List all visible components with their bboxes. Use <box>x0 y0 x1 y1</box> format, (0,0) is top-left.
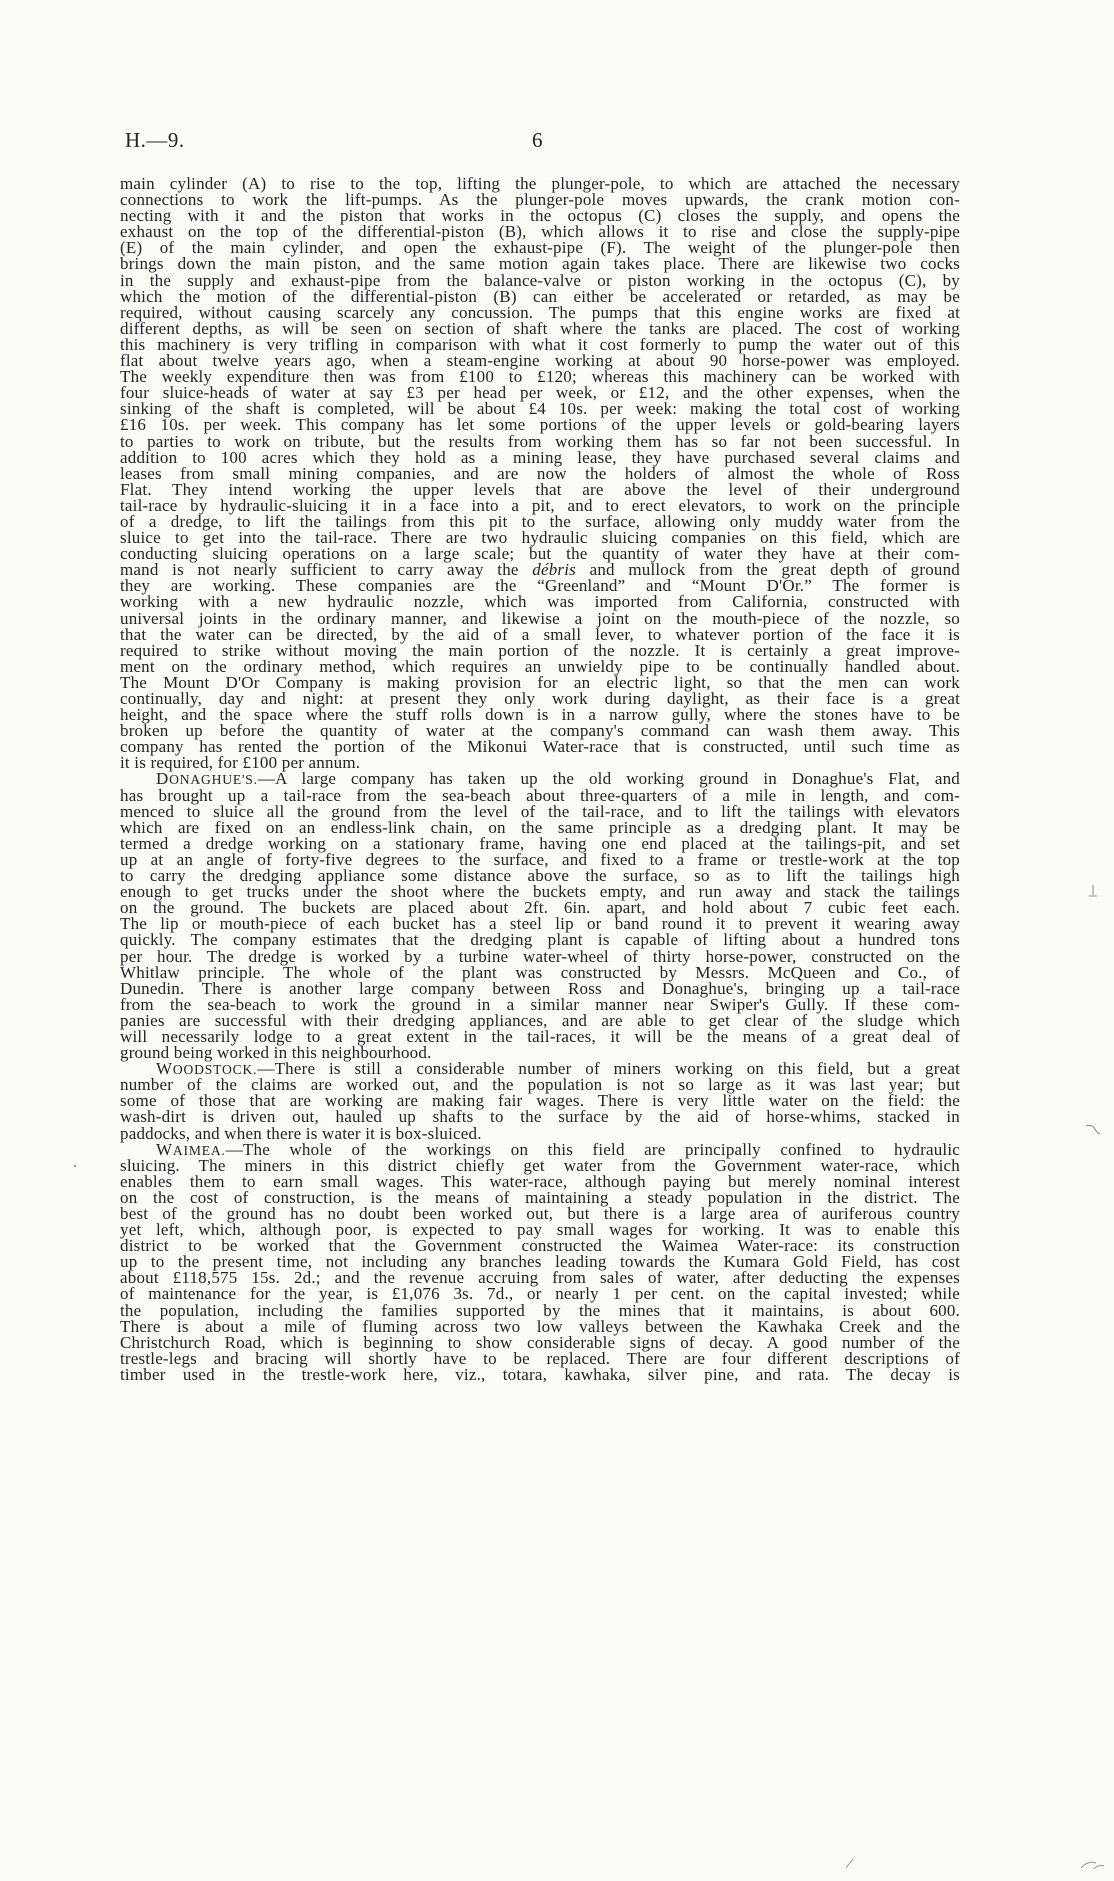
text-line: of a dredge, to lift the tailings from this pit to the surface, allowing only muddy water from the <box>120 511 960 531</box>
text-line: ment on the ordinary method, which requires an unwieldy pipe to be continually handled about. <box>120 656 960 676</box>
text-line: in the supply and exhaust-pipe from the balance-valve or piston working in the octopus (C), by <box>120 270 960 290</box>
scan-artifact-corner-mark <box>1078 1854 1106 1872</box>
text-line: broken up before the quantity of water at the company's command can wash them away. This <box>120 721 960 741</box>
scan-artifact-margin-mark <box>1084 1122 1102 1136</box>
text-line: they are working. These companies are the “Greenland” and “Mount D'Or.” The former is <box>120 576 960 596</box>
text-line: required, without causing scarcely any concussion. The pumps that this engine works are fixed at <box>120 302 960 322</box>
text-line: on the cost of construction, is the means of maintaining a steady population in the district. The <box>120 1187 960 1207</box>
text-line: sluicing. The miners in this district chiefly get water from the Government water-race, which <box>120 1155 960 1175</box>
text-line: which the motion of the differential-piston (B) can either be accelerated or retarded, as may be <box>120 286 960 306</box>
text-line: working with a new hydraulic nozzle, which was imported from California, constructed with <box>120 592 960 612</box>
text-line: exhaust on the top of the differential-piston (B), which allows it to rise and close the supply-pipe <box>120 222 960 242</box>
text-line: height, and the space where the stuff rolls down is in a narrow gully, where the stones have to be <box>120 705 960 725</box>
text-line: required to strike without moving the main portion of the nozzle. It is certainly a great improve- <box>120 640 960 660</box>
text-line: leases from small mining companies, and are now the holders of almost the whole of Ross <box>120 463 960 483</box>
text-line: connections to work the lift-pumps. As the plunger-pole moves upwards, the crank motion con- <box>120 190 960 210</box>
text-line: Dunedin. There is another large company between Ross and Donaghue's, bringing up a tail-race <box>120 978 960 998</box>
document-series-code: H.—9. <box>125 128 185 152</box>
text-line: £16 10s. per week. This company has let some portions of the upper levels or gold-bearing layers <box>120 415 960 435</box>
text-line: about £118,575 15s. 2d.; and the revenue accruing from sales of water, after deducting the expenses <box>120 1268 960 1288</box>
text-line: will necessarily lodge to a great extent in the tail-races, it will be the means of a great deal of <box>120 1026 960 1046</box>
text-line: tail-race by hydraulic-sluicing it in a face into a pit, and to erect elevators, to work on the principle <box>120 495 960 515</box>
text-line: to parties to work on tribute, but the results from working them has so far not been successful. In <box>120 431 960 451</box>
text-line: trestle-legs and bracing will shortly have to be replaced. There are four different descriptions of <box>120 1348 960 1368</box>
text-line: this machinery is very trifling in comparison with what it cost formerly to pump the water out of this <box>120 334 960 354</box>
text-line: Christchurch Road, which is beginning to show considerable signs of decay. A good number of the <box>120 1332 960 1352</box>
text-line: The weekly expenditure then was from £100 to £120; whereas this machinery can be worked with <box>120 367 960 387</box>
scan-artifact-dot <box>72 1163 78 1169</box>
text-line: company has rented the portion of the Mikonui Water-race that is constructed, until such time as <box>120 737 960 757</box>
section-heading: WAIMEA. <box>156 1139 226 1159</box>
text-line: addition to 100 acres which they hold as a mining lease, they have purchased several claims and <box>120 447 960 467</box>
text-line: number of the claims are worked out, and the population is not so large as it was last year; but <box>120 1075 960 1095</box>
text-line: flat about twelve years ago, when a steam-engine working at about 90 horse-power was employed. <box>120 351 960 371</box>
text-line: paddocks, and when there is water it is box-sluiced. <box>120 1123 482 1143</box>
body-text <box>120 176 960 1383</box>
text-line: which are fixed on an endless-link chain, on the same principle as a dredging plant. It may be <box>120 817 960 837</box>
text-line: Flat. They intend working the upper levels that are above the level of their underground <box>120 479 960 499</box>
scan-artifact-corner-mark <box>842 1856 858 1870</box>
text-run: and mullock from the great depth of ground <box>575 560 960 580</box>
text-line: up at an angle of forty-five degrees to the surface, and fixed to a frame or trestle-work at the top <box>120 849 960 869</box>
text-line: main cylinder (A) to rise to the top, lifting the plunger-pole, to which are attached the necessary <box>120 174 960 193</box>
paragraph <box>120 1061 960 1141</box>
text-line: enables them to earn small wages. This water-race, although paying but merely nominal interest <box>120 1171 960 1191</box>
text-line: best of the ground has no doubt been worked out, but there is a large area of auriferous country <box>120 1204 960 1223</box>
paragraph <box>120 176 960 771</box>
text-line: up to the present time, not including any branches leading towards the Kumara Gold Field, has cost <box>120 1252 960 1272</box>
scan-artifact-margin-mark <box>1086 884 1100 900</box>
text-line: continually, day and night: at present they only work during daylight, as their face is a great <box>120 689 960 708</box>
text-line: panies are successful with their dredging appliances, and are able to get clear of the sludge which <box>120 1010 960 1030</box>
text-line: The Mount D'Or Company is making provision for an electric light, so that the men can work <box>120 672 960 692</box>
text-line: the population, including the families supported by the mines that it maintains, is about 600. <box>120 1300 960 1320</box>
paragraph <box>120 1139 960 1384</box>
text-line: brings down the main piston, and the same motion again takes place. There are likewise two cocks <box>120 254 960 274</box>
text-line: quickly. The company estimates that the dredging plant is capable of lifting about a hundred tons <box>120 930 960 950</box>
text-line: There is about a mile of fluming across two low valleys between the Kawhaka Creek and the <box>120 1316 960 1336</box>
text-line: sinking of the shaft is completed, will be about £4 10s. per week: making the total cost of working <box>120 399 960 419</box>
paragraph <box>120 771 960 1061</box>
text-run: —The whole of the workings on this field are principally confined to hydraulic <box>225 1139 960 1159</box>
text-run: —There is still a considerable number of miners working on this field, but a great <box>257 1059 960 1079</box>
text-line: sluice to get into the tail-race. There are two hydraulic sluicing companies on this field, which are <box>120 528 960 548</box>
text-line: timber used in the trestle-work here, viz., totara, kawhaka, silver pine, and rata. The decay is <box>120 1364 960 1384</box>
text-run: —A large company has taken up the old working ground in Donaghue's Flat, and <box>257 769 960 789</box>
text-line: yet left, which, although poor, is expected to pay small wages for working. It was to enable this <box>120 1220 960 1240</box>
text-line: of maintenance for the year, is £1,076 3s. 7d., or nearly 1 per cent. on the capital invested; while <box>120 1284 960 1304</box>
text-line: (E) of the main cylinder, and open the exhaust-pipe (F). The weight of the plunger-pole then <box>120 238 960 258</box>
page-number: 6 <box>532 128 543 152</box>
text-line: menced to sluice all the ground from the level of the tail-race, and to lift the tailings with elevators <box>120 801 960 821</box>
text-line: per hour. The dredge is worked by a turbine water-wheel of thirty horse-power, constructed on the <box>120 946 960 966</box>
text-line: that the water can be directed, by the aid of a small lever, to whatever portion of the face it is <box>120 624 960 644</box>
text-line: from the sea-beach to work the ground in a similar manner near Swiper's Gully. If these com- <box>120 994 960 1014</box>
text-line: on the ground. The buckets are placed about 2ft. 6in. apart, and hold about 7 cubic feet each. <box>120 898 960 918</box>
text-line: wash-dirt is driven out, hauled up shafts to the surface by the aid of horse-whims, stacked in <box>120 1107 960 1127</box>
text-line: conducting sluicing operations on a large scale; but the quantity of water they have at their com- <box>120 544 960 564</box>
section-heading: DONAGHUE'S. <box>156 769 258 789</box>
text-line: Whitlaw principle. The whole of the plant was constructed by Messrs. McQueen and Co., of <box>120 962 960 982</box>
text-line: termed a dredge working on a stationary frame, having one end placed at the tailings-pit, and set <box>120 833 960 853</box>
emphasized-word: débris <box>532 560 576 580</box>
text-line: four sluice-heads of water at say £3 per head per week, or £12, and the other expenses, when the <box>120 383 960 403</box>
text-line: ground being worked in this neighbourhood. <box>120 1043 432 1063</box>
text-line: universal joints in the ordinary manner, and likewise a joint on the mouth-piece of the nozzle, so <box>120 608 960 628</box>
text-line: district to be worked that the Government constructed the Waimea Water-race: its construction <box>120 1236 960 1256</box>
text-run: mand is not nearly sufficient to carry away the <box>120 560 533 580</box>
text-line: enough to get trucks under the shoot where the buckets empty, and run away and stack the tailings <box>120 882 960 902</box>
text-line: some of those that are working are making fair wages. There is very little water on the field: the <box>120 1091 960 1111</box>
text-line: it is required, for £100 per annum. <box>120 753 361 773</box>
text-line: has brought up a tail-race from the sea-beach about three-quarters of a mile in length, and com- <box>120 785 960 805</box>
text-line: The lip or mouth-piece of each bucket has a steel lip or band round it to prevent it wearing away <box>120 914 960 934</box>
text-line: necting with it and the piston that works in the octopus (C) closes the supply, and opens the <box>120 206 960 226</box>
text-line: to carry the dredging appliance some distance above the surface, so as to lift the tailings high <box>120 866 960 886</box>
section-heading: WOODSTOCK. <box>156 1059 258 1079</box>
text-line: different depths, as will be seen on section of shaft where the tanks are placed. The cost of working <box>120 318 960 338</box>
